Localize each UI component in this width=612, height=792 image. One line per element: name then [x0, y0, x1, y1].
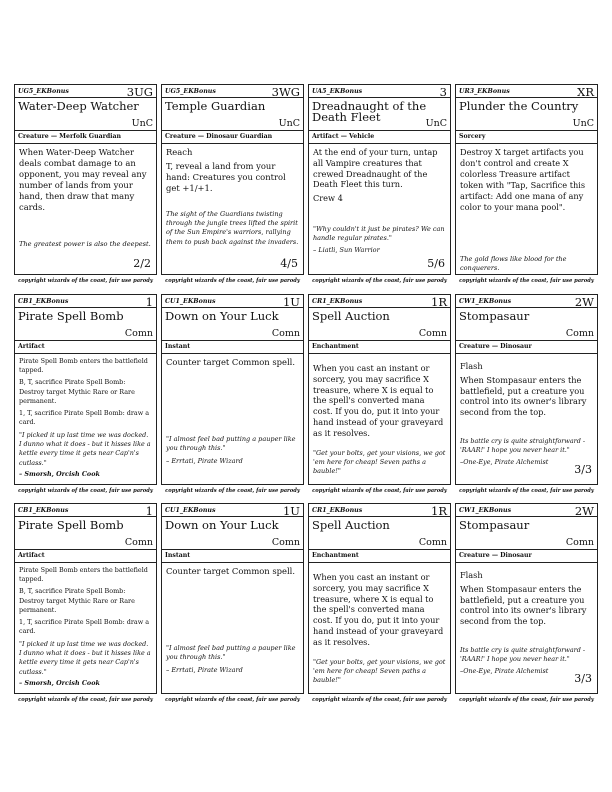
rules-paragraph: Crew 4: [313, 193, 343, 204]
mana-cost: 2W: [574, 295, 594, 309]
flavor-text: The gold flows like blood for the conquerers.: [460, 255, 567, 272]
mana-cost: 3WG: [271, 85, 300, 99]
rules-paragraph: Flash: [460, 570, 483, 580]
flavor-text: [313, 225, 446, 255]
flavor-quote: "I almost feel bad putting a pauper like you through this.": [166, 435, 296, 453]
card-rarity: Comn: [124, 537, 153, 548]
card-name: Plunder the Country: [459, 99, 579, 113]
copyright-line: copyright wizards of the coast, fair use parody: [18, 697, 153, 703]
rules-paragraph: At the end of your turn, untap all Vampire creatures that crewed Dreadnaught of the Death Fleet this turn.: [313, 147, 438, 190]
card-type-line: Instant: [165, 552, 191, 559]
card-name: Dreadnaught of the Death Fleet: [312, 99, 427, 124]
mana-cost: 1U: [282, 295, 300, 309]
flavor-attribution: – Errtati, Pirate Wizard: [166, 457, 243, 466]
rules-text: [166, 147, 299, 197]
flavor-quote: Its battle cry is quite straightforward - 'RAAR!' I hope you never hear it.": [460, 646, 585, 664]
card-name: Spell Auction: [312, 518, 390, 532]
card-rarity: Comn: [418, 537, 447, 548]
card-code: CB1_EKBonus: [18, 298, 69, 305]
rules-paragraph: 1, T, sacrifice Pirate Spell Bomb: draw a card.: [19, 409, 150, 427]
rules-text: [313, 363, 446, 442]
card-type-line: Creature — Merfolk Guardian: [18, 133, 122, 140]
rules-paragraph: Flash: [460, 361, 483, 371]
rules-paragraph: Counter target Common spell.: [166, 566, 295, 576]
flavor-quote: "I picked it up last time we was docked. I dunno what it does - but it hisses like a kettle every time it gets near Cap'n's cutlass.": [19, 640, 151, 676]
card-code: UR3_EKBonus: [459, 88, 510, 95]
copyright-line: copyright wizards of the coast, fair use parody: [312, 278, 447, 284]
mana-cost: 1U: [282, 504, 300, 518]
rules-paragraph: B, T, sacrifice Pirate Spell Bomb: Destroy target Mythic Rare or Rare permanent.: [19, 587, 135, 614]
card-name: Stompasaur: [459, 518, 530, 532]
card-rarity: Comn: [565, 537, 594, 548]
rules-text: [166, 566, 299, 580]
copyright-line: copyright wizards of the coast, fair use parody: [165, 697, 300, 703]
card-code: UG5_EKBonus: [165, 88, 216, 95]
mana-cost: 1: [145, 295, 153, 309]
card-dreadnaught-of-the-death-fleet: [308, 84, 451, 275]
copyright-line: copyright wizards of the coast, fair use parody: [165, 278, 300, 284]
card-code: CW1_EKBonus: [459, 298, 512, 305]
flavor-attribution: – Smorsh, Orcish Cook: [19, 678, 100, 687]
rules-paragraph: Counter target Common spell.: [166, 357, 295, 367]
card-plunder-the-country: [455, 84, 598, 275]
card-code: CB1_EKBonus: [18, 507, 69, 514]
flavor-text: [19, 640, 152, 688]
rules-text: [313, 147, 446, 207]
rules-paragraph: Pirate Spell Bomb enters the battlefield tapped.: [19, 566, 148, 584]
rules-paragraph: Destroy X target artifacts you don't control and create X colorless Treasure artifact token with "Tap, Sacrifice this artifact: Add one mana of any color to your mana pool".: [460, 147, 586, 212]
rules-paragraph: B, T, sacrifice Pirate Spell Bomb: Destroy target Mythic Rare or Rare permanent.: [19, 378, 135, 405]
card-rarity: Comn: [271, 537, 300, 548]
copyright-line: copyright wizards of the coast, fair use parody: [165, 488, 300, 494]
rules-text: [19, 566, 152, 636]
rules-text: [460, 570, 593, 630]
power-toughness: 3/3: [574, 463, 592, 476]
card-pirate-spell-bomb: [14, 503, 157, 694]
rules-paragraph: Pirate Spell Bomb enters the battlefield tapped.: [19, 357, 148, 375]
card-name: Water-Deep Watcher: [18, 99, 139, 113]
copyright-line: copyright wizards of the coast, fair use parody: [18, 488, 153, 494]
mana-cost: 1R: [431, 295, 447, 309]
card-type-line: Sorcery: [459, 133, 486, 140]
card-name: Pirate Spell Bomb: [18, 518, 124, 532]
card-code: CU1_EKBonus: [165, 298, 216, 305]
card-code: UG5_EKBonus: [18, 88, 69, 95]
power-toughness: 5/6: [427, 257, 445, 270]
flavor-text: The greatest power is also the deepest.: [19, 240, 151, 248]
flavor-text: "Get your bolts, get your visions, we got 'em here for cheap! Seven paths a bauble!": [313, 658, 446, 685]
copyright-line: copyright wizards of the coast, fair use parody: [459, 697, 594, 703]
card-type-line: Artifact: [18, 552, 45, 559]
rules-text: [460, 147, 593, 216]
rules-paragraph: When you cast an instant or sorcery, you may sacrifice X treasure, where X is equal to the spell's converted mana cost. If you do, put it into your hand instead of your graveyard as it resolves.: [313, 363, 444, 438]
rules-paragraph: T, reveal a land from your hand: Creatures you control get +1/+1.: [166, 161, 286, 193]
flavor-text: [166, 644, 299, 676]
flavor-quote: Its battle cry is quite straightforward - 'RAAR!' I hope you never hear it.": [460, 437, 585, 455]
card-stompasaur: [455, 503, 598, 694]
rules-text: [313, 572, 446, 651]
flavor-attribution: –One-Eye, Pirate Alchemist: [460, 458, 549, 467]
card-name: Pirate Spell Bomb: [18, 309, 124, 323]
card-spell-auction: [308, 294, 451, 485]
flavor-text: [19, 431, 152, 479]
card-temple-guardian: [161, 84, 304, 275]
card-type-line: Creature — Dinosaur: [459, 343, 532, 350]
flavor-text: The sight of the Guardians twisting through the jungle trees lifted the spirit of the Sun Empire's warriors, rallying them to push back against the invaders.: [166, 210, 299, 246]
rules-text: [460, 361, 593, 421]
card-rarity: UnC: [425, 118, 447, 129]
power-toughness: 2/2: [133, 257, 151, 270]
flavor-attribution: – Errtati, Pirate Wizard: [166, 666, 243, 675]
card-type-line: Enchantment: [312, 343, 359, 350]
card-type-line: Instant: [165, 343, 191, 350]
flavor-text: "Get your bolts, get your visions, we got 'em here for cheap! Seven paths a bauble!": [313, 449, 446, 476]
card-pirate-spell-bomb: [14, 294, 157, 485]
card-rarity: Comn: [565, 328, 594, 339]
card-type-line: Enchantment: [312, 552, 359, 559]
card-code: CR1_EKBonus: [312, 507, 363, 514]
card-type-line: Artifact — Vehicle: [312, 133, 375, 140]
flavor-attribution: –One-Eye, Pirate Alchemist: [460, 667, 549, 676]
card-name: Down on Your Luck: [165, 309, 279, 323]
card-down-on-your-luck: [161, 503, 304, 694]
mana-cost: 2W: [574, 504, 594, 518]
rules-text: [19, 357, 152, 427]
mana-cost: 3: [439, 85, 447, 99]
card-rarity: UnC: [572, 118, 594, 129]
card-rarity: UnC: [131, 118, 153, 129]
mana-cost: XR: [577, 85, 594, 99]
rules-paragraph: When you cast an instant or sorcery, you may sacrifice X treasure, where X is equal to the spell's converted mana cost. If you do, put it into your hand instead of your graveyard as it resolves.: [313, 572, 444, 647]
mana-cost: 3UG: [126, 85, 153, 99]
card-type-line: Creature — Dinosaur Guardian: [165, 133, 273, 140]
card-rarity: Comn: [124, 328, 153, 339]
flavor-quote: "Why couldn't it just be pirates? We can handle regular pirates.": [313, 225, 445, 242]
card-rarity: UnC: [278, 118, 300, 129]
card-type-line: Artifact: [18, 343, 45, 350]
copyright-line: copyright wizards of the coast, fair use parody: [459, 488, 594, 494]
flavor-attribution: – Smorsh, Orcish Cook: [19, 469, 100, 478]
flavor-attribution: – Liatli, Sun Warrior: [313, 246, 380, 254]
mana-cost: 1R: [431, 504, 447, 518]
rules-paragraph: When Stompasaur enters the battlefield, put a creature you control into its owner's library second from the top.: [460, 374, 587, 418]
card-stompasaur: [455, 294, 598, 485]
card-spell-auction: [308, 503, 451, 694]
card-code: CU1_EKBonus: [165, 507, 216, 514]
card-code: CR1_EKBonus: [312, 298, 363, 305]
flavor-text: [166, 435, 299, 467]
card-code: UA5_EKBonus: [312, 88, 363, 95]
card-name: Stompasaur: [459, 309, 530, 323]
card-rarity: Comn: [418, 328, 447, 339]
card-name: Temple Guardian: [165, 99, 266, 113]
card-type-line: Creature — Dinosaur: [459, 552, 532, 559]
power-toughness: 3/3: [574, 672, 592, 685]
card-down-on-your-luck: [161, 294, 304, 485]
rules-paragraph: Reach: [166, 147, 193, 157]
card-code: CW1_EKBonus: [459, 507, 512, 514]
mana-cost: 1: [145, 504, 153, 518]
rules-text: [19, 147, 152, 216]
rules-text: [166, 357, 299, 371]
copyright-line: copyright wizards of the coast, fair use parody: [312, 488, 447, 494]
card-name: Down on Your Luck: [165, 518, 279, 532]
copyright-line: copyright wizards of the coast, fair use parody: [312, 697, 447, 703]
rules-paragraph: 1, T, sacrifice Pirate Spell Bomb: draw a card.: [19, 618, 150, 636]
power-toughness: 4/5: [280, 257, 298, 270]
card-water-deep-watcher: [14, 84, 157, 275]
copyright-line: copyright wizards of the coast, fair use parody: [459, 278, 594, 284]
copyright-line: copyright wizards of the coast, fair use parody: [18, 278, 153, 284]
card-name: Spell Auction: [312, 309, 390, 323]
flavor-quote: "I almost feel bad putting a pauper like you through this.": [166, 644, 296, 662]
rules-paragraph: When Water-Deep Watcher deals combat damage to an opponent, you may reveal any number of lands from your hand, then draw that many cards.: [19, 147, 147, 212]
flavor-text: [460, 646, 593, 677]
rules-paragraph: When Stompasaur enters the battlefield, put a creature you control into its owner's library second from the top.: [460, 583, 587, 627]
card-rarity: Comn: [271, 328, 300, 339]
flavor-text: [460, 437, 593, 468]
flavor-quote: "I picked it up last time we was docked. I dunno what it does - but it hisses like a kettle every time it gets near Cap'n's cutlass.": [19, 431, 151, 467]
